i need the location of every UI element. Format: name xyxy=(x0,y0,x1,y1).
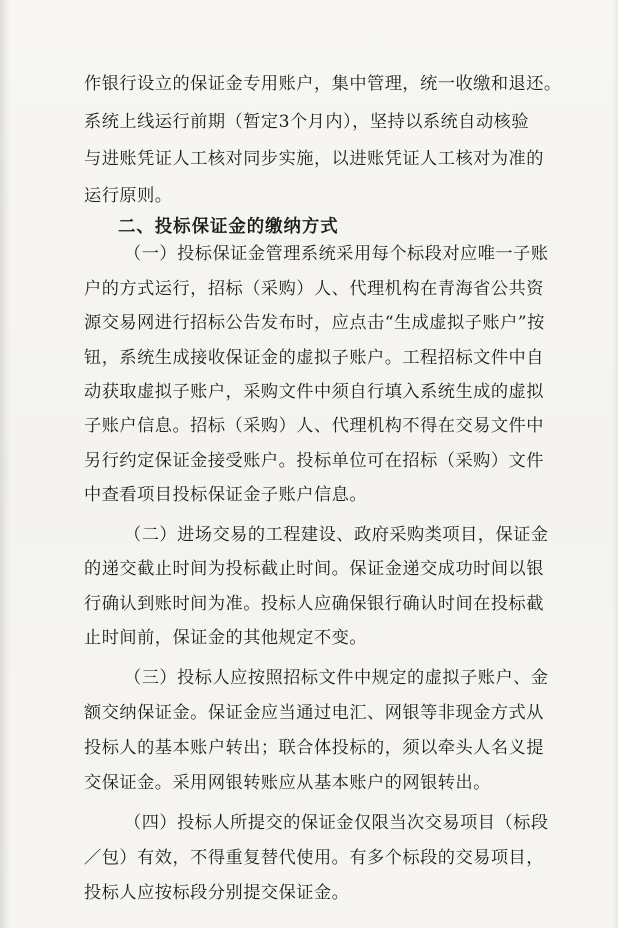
page-edge-shadow-right xyxy=(612,0,618,928)
text-line: 额交纳保证金。保证金应当通过电汇、网银等非现金方式从 xyxy=(84,703,544,723)
text-line: （一）投标保证金管理系统采用每个标段对应唯一子账 xyxy=(124,244,549,264)
text-line: ／包）有效，不得重复替代使用。有多个标段的交易项目， xyxy=(84,848,544,868)
text-line: 户的方式运行，招标（采购）人、代理机构在青海省公共资 xyxy=(84,279,544,299)
text-line: 作银行设立的保证金专用账户，集中管理，统一收缴和退还。 xyxy=(84,74,562,94)
text-line: 系统上线运行前期（暂定3个月内），坚持以系统自动核验 xyxy=(84,112,530,132)
text-line: 中查看项目投标保证金子账户信息。 xyxy=(84,485,368,505)
text-line: 交保证金。采用网银转账应从基本账户的网银转出。 xyxy=(84,773,491,793)
section-heading: 二、投标保证金的缴纳方式 xyxy=(118,217,339,237)
text-line: 运行原则。 xyxy=(84,186,173,206)
text-line: （四）投标人所提交的保证金仅限当次交易项目（标段 xyxy=(124,813,549,833)
text-line: 的递交截止时间为投标截止时间。保证金递交成功时间以银 xyxy=(84,559,544,579)
text-line: 投标人的基本账户转出；联合体投标的，须以牵头人名义提 xyxy=(84,738,544,758)
text-line: 另行约定保证金接受账户。投标单位可在招标（采购）文件 xyxy=(84,451,544,471)
text-line: （三）投标人应按照招标文件中规定的虚拟子账户、金 xyxy=(124,668,549,688)
text-line: 行确认到账时间为准。投标人应确保银行确认时间在投标截 xyxy=(84,594,544,614)
text-line: （二）进场交易的工程建设、政府采购类项目，保证金 xyxy=(124,525,549,545)
text-line: 源交易网进行招标公告发布时，应点击“生成虚拟子账户”按 xyxy=(84,313,545,333)
text-line: 投标人应按标段分别提交保证金。 xyxy=(84,883,350,903)
text-line: 动获取虚拟子账户，采购文件中须自行填入系统生成的虚拟 xyxy=(84,382,544,402)
text-line: 钮，系统生成接收保证金的虚拟子账户。工程招标文件中自 xyxy=(84,348,544,368)
text-line: 与进账凭证人工核对同步实施，以进账凭证人工核对为准的 xyxy=(84,149,544,169)
page-edge-shadow-left xyxy=(0,0,10,928)
text-line: 止时间前，保证金的其他规定不变。 xyxy=(84,628,368,648)
text-line: 子账户信息。招标（采购）人、代理机构不得在交易文件中 xyxy=(84,416,544,436)
